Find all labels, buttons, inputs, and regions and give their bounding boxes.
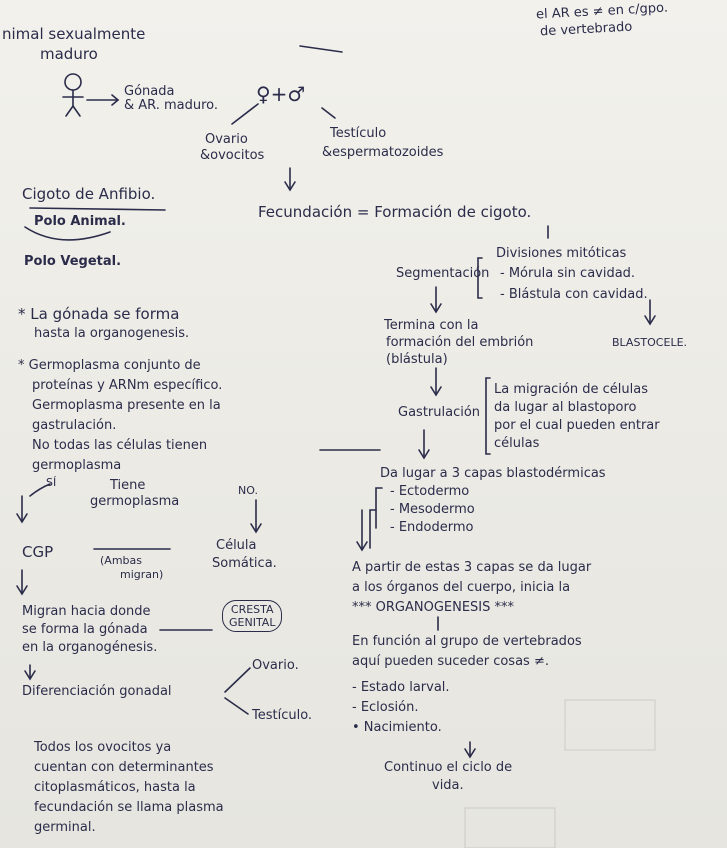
si-label: SÍ (46, 476, 57, 489)
espermatozoides-label: &espermatozoides (322, 145, 444, 160)
polo-vegetal: Polo Vegetal. (24, 254, 122, 269)
gastrulacion-desc-4: células (494, 436, 540, 451)
organo-line-10: vida. (432, 778, 464, 793)
morula-line: - Mórula sin cavidad. (500, 266, 636, 281)
testiculo-result: Testículo. (252, 708, 313, 723)
germ-line-7: No todas las células tienen (32, 438, 208, 453)
termina-line-1: Termina con la (384, 318, 479, 333)
organo-line-9: Continuo el ciclo de (384, 760, 513, 775)
endodermo: - Endodermo (390, 520, 474, 535)
germ-line-1: * La gónada se forma (18, 305, 180, 323)
organo-line-7: - Eclosión. (352, 700, 419, 715)
final-line-5: germinal. (34, 820, 96, 835)
germ-line-5: Germoplasma presente en la (32, 398, 221, 413)
migran-label: migran) (120, 568, 164, 581)
gastrulacion-desc-2: da lugar al blastoporo (494, 400, 637, 415)
final-line-2: cuentan con determinantes (34, 760, 214, 775)
gastrulacion-desc-3: por el cual pueden entrar (494, 418, 660, 433)
corner-note-1: el AR es ≠ en c/gpo. (535, 0, 669, 23)
ovario-label: Ovario (205, 132, 248, 147)
divisiones-line: Divisiones mitóticas (496, 246, 627, 261)
germ-line-3: * Germoplasma conjunto de (18, 358, 201, 373)
fecundacion-line: Fecundación = Formación de cigoto. (258, 203, 532, 221)
segmentacion-label: Segmentación (396, 266, 490, 281)
cresta-label: CRESTA (230, 603, 274, 616)
blastocele-label: BLASTOCELE. (612, 336, 688, 349)
corner-note-2: de vertebrado (539, 19, 633, 40)
final-line-4: fecundación se llama plasma (34, 800, 224, 815)
cgp-label: CGP (22, 543, 54, 561)
no-label: NO. (238, 484, 258, 497)
ectodermo: - Ectodermo (390, 484, 470, 499)
organo-line-1: A partir de estas 3 capas se da lugar (352, 560, 592, 575)
germ-line-2: hasta la organogenesis. (34, 326, 190, 341)
organo-line-4: En función al grupo de vertebrados (352, 634, 582, 649)
tiene-label: Tiene (110, 478, 146, 493)
final-line-1: Todos los ovocitos ya (34, 740, 172, 755)
gonada-label: Gónada (124, 84, 175, 99)
organo-line-3: *** ORGANOGENESIS *** (352, 600, 515, 615)
organo-line-6: - Estado larval. (352, 680, 450, 695)
capas-line: Da lugar a 3 capas blastodérmicas (380, 466, 606, 481)
ambas-label: (Ambas (100, 554, 142, 567)
cresta-genital-box (222, 600, 282, 632)
termina-line-3: (blástula) (386, 352, 448, 367)
organo-line-5: aquí pueden suceder cosas ≠. (352, 654, 549, 669)
final-line-3: citoplasmáticos, hasta la (34, 780, 196, 795)
ovocitos-label: &ovocitos (200, 148, 265, 163)
germ-line-4: proteínas y ARNm específico. (32, 378, 223, 393)
animal-line-1: nimal sexualmente (2, 25, 146, 43)
genital-label: GENITAL (229, 616, 276, 629)
germoplasma-label: germoplasma (90, 494, 180, 509)
gastrulacion-label: Gastrulación (398, 405, 481, 420)
mesodermo: - Mesodermo (390, 502, 475, 517)
diferenciacion-line: Diferenciación gonadal (22, 684, 172, 699)
ovario-result: Ovario. (252, 658, 299, 673)
organo-line-2: a los órganos del cuerpo, inicia la (352, 580, 571, 595)
termina-line-2: formación del embrión (386, 335, 534, 350)
migran-line-1: Migran hacia donde (22, 604, 151, 619)
sex-symbols: ♀+♂ (256, 82, 306, 106)
somatica-label: Somática. (212, 556, 277, 571)
migran-line-2: se forma la gónada (22, 622, 148, 637)
cigoto-title: Cigoto de Anfibio. (22, 185, 156, 203)
ar-maduro-label: & AR. maduro. (124, 98, 219, 113)
celula-label: Célula (216, 538, 257, 553)
migran-line-3: en la organogénesis. (22, 640, 158, 655)
animal-line-2: maduro (40, 45, 98, 63)
germ-line-8: germoplasma (32, 458, 122, 473)
polo-animal: Polo Animal. (34, 214, 126, 229)
testiculo-label: Testículo (330, 126, 387, 141)
blastula-line: - Blástula con cavidad. (500, 287, 648, 302)
germ-line-6: gastrulación. (32, 418, 117, 433)
gastrulacion-desc-1: La migración de células (494, 382, 648, 397)
organo-line-8: • Nacimiento. (352, 720, 442, 735)
